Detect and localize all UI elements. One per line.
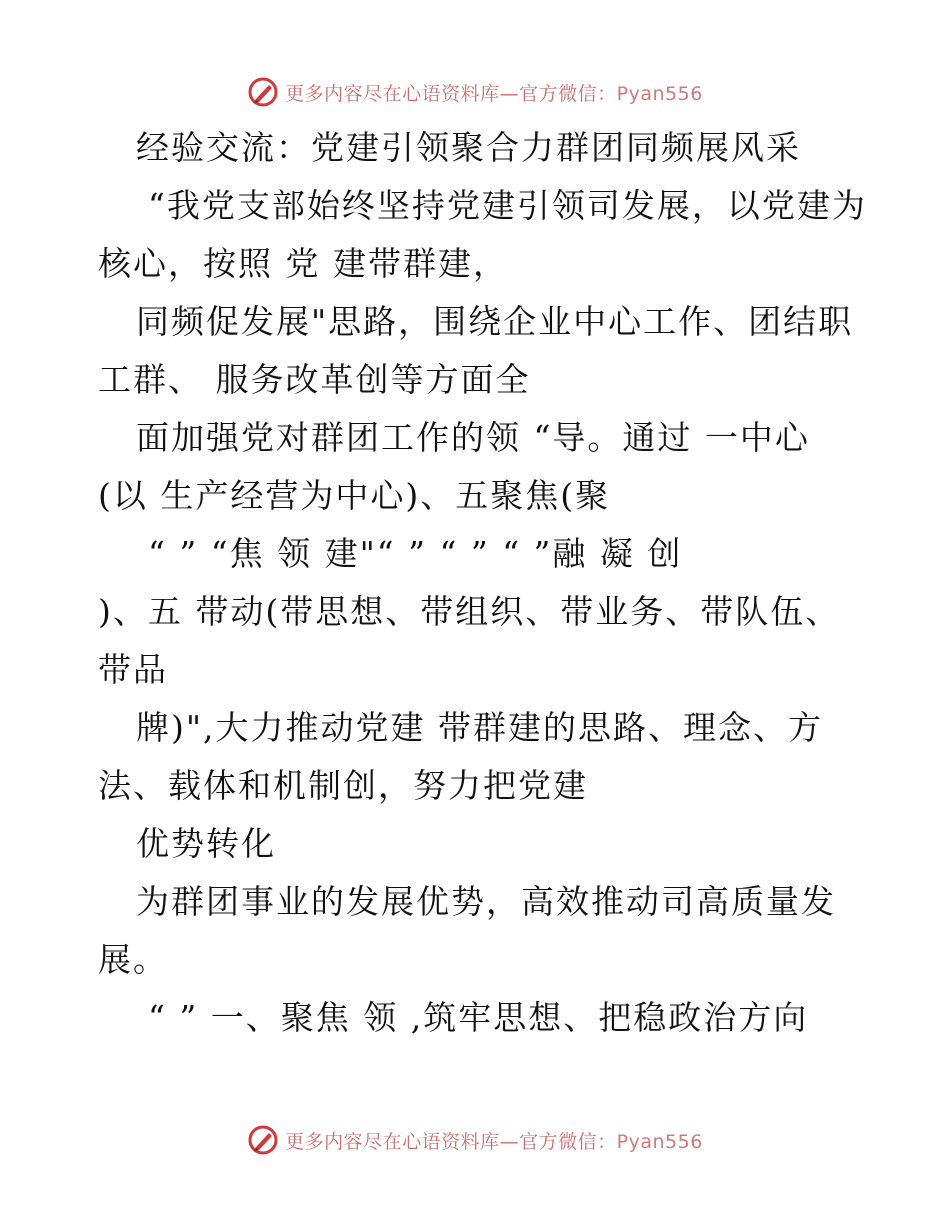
paragraph-line: “ ” “焦 领 建"“ ” “ ” “ ”融 凝 创 xyxy=(148,534,683,573)
paragraph-line: (以 生产经营为中心)、五聚焦(聚 xyxy=(98,476,611,515)
pen-logo-icon xyxy=(247,76,279,108)
paragraph-line: 优势转化 xyxy=(136,824,276,863)
paragraph-line: 带品 xyxy=(98,650,168,689)
paragraph-line: “ ” 一、聚焦 领 ,筑牢思想、把稳政治方向 xyxy=(148,998,809,1037)
pen-logo-icon xyxy=(247,1124,279,1156)
paragraph-line: 面加强党对群团工作的领 “导。通过 一中心 xyxy=(136,418,810,457)
paragraph-line: 同频促发展"思路，围绕企业中心工作、团结职 xyxy=(136,302,854,341)
watermark-footer xyxy=(0,1120,950,1160)
paragraph-line: 为群团事业的发展优势，高效推动司高质量发 xyxy=(136,882,836,921)
watermark-header xyxy=(0,72,950,112)
paragraph-line: “我党支部始终坚持党建引领司发展，以党建为 xyxy=(148,186,867,225)
watermark-text: 更多内容尽在心语资料库—官方微信：Pyan556 xyxy=(285,1130,703,1153)
paragraph-line: 核心，按照 党 建带群建， xyxy=(98,244,508,283)
paragraph-line: )、五 带动(带思想、带组织、带业务、带队伍、 xyxy=(98,592,841,631)
document-title: 经验交流：党建引领聚合力群团同频展风采 xyxy=(136,128,801,167)
paragraph-line: 工群、 服务改革创等方面全 xyxy=(98,360,531,399)
watermark-text: 更多内容尽在心语资料库—官方微信：Pyan556 xyxy=(285,82,703,105)
paragraph-line: 展。 xyxy=(98,940,168,979)
paragraph-line: 牌)",大力推动党建 带群建的思路、理念、方 xyxy=(136,708,824,747)
paragraph-line: 法、载体和机制创，努力把党建 xyxy=(98,766,588,805)
